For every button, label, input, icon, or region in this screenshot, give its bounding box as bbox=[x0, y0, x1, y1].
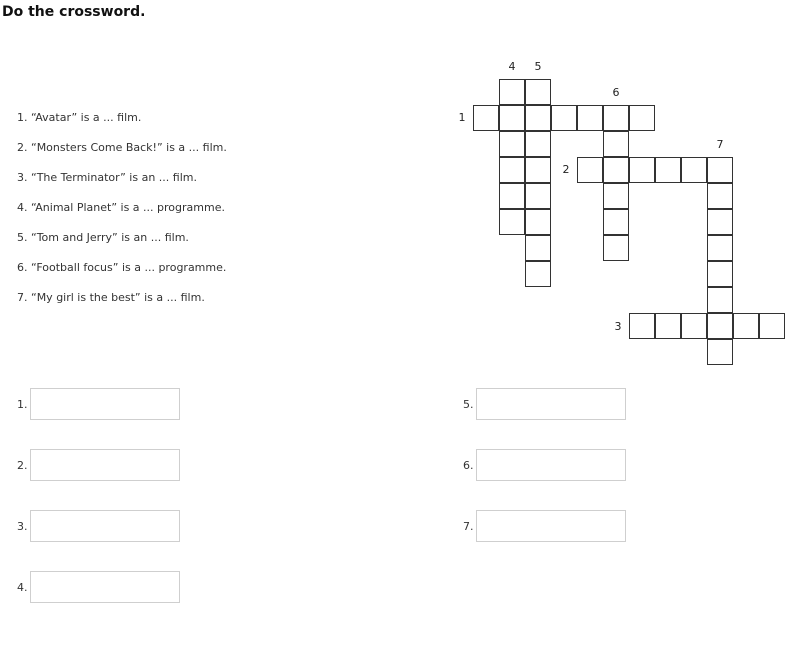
grid-cell[interactable] bbox=[525, 235, 551, 261]
answer-input-3[interactable] bbox=[30, 510, 180, 542]
grid-cell[interactable] bbox=[525, 79, 551, 105]
grid-cell[interactable] bbox=[629, 157, 655, 183]
grid-cell[interactable] bbox=[499, 105, 525, 131]
grid-cell[interactable] bbox=[525, 209, 551, 235]
grid-cell[interactable] bbox=[655, 157, 681, 183]
clue-list bbox=[17, 110, 227, 320]
word-number-3: 3 bbox=[614, 320, 622, 333]
grid-cell[interactable] bbox=[707, 261, 733, 287]
grid-cell[interactable] bbox=[629, 313, 655, 339]
answer-label-2: 2. bbox=[17, 459, 28, 472]
grid-cell[interactable] bbox=[603, 131, 629, 157]
grid-cell[interactable] bbox=[629, 105, 655, 131]
grid-cell[interactable] bbox=[499, 183, 525, 209]
grid-cell[interactable] bbox=[707, 235, 733, 261]
grid-cell[interactable] bbox=[499, 209, 525, 235]
grid-cell[interactable] bbox=[707, 313, 733, 339]
answer-label-4: 4. bbox=[17, 581, 28, 594]
clue-5: 5. “Tom and Jerry” is an ... film. bbox=[17, 231, 189, 244]
word-number-2: 2 bbox=[562, 163, 570, 176]
grid-cell[interactable] bbox=[733, 313, 759, 339]
answer-input-5[interactable] bbox=[476, 388, 626, 420]
word-number-6: 6 bbox=[612, 86, 620, 99]
grid-cell[interactable] bbox=[499, 131, 525, 157]
grid-cell[interactable] bbox=[707, 339, 733, 365]
answer-input-7[interactable] bbox=[476, 510, 626, 542]
grid-cell[interactable] bbox=[707, 209, 733, 235]
grid-cell[interactable] bbox=[577, 157, 603, 183]
clue-4: 4. “Animal Planet” is a ... programme. bbox=[17, 201, 225, 214]
answer-label-3: 3. bbox=[17, 520, 28, 533]
word-number-5: 5 bbox=[534, 60, 542, 73]
answer-input-6[interactable] bbox=[476, 449, 626, 481]
clue-2: 2. “Monsters Come Back!” is a ... film. bbox=[17, 141, 227, 154]
answer-input-1[interactable] bbox=[30, 388, 180, 420]
grid-cell[interactable] bbox=[551, 105, 577, 131]
clue-3: 3. “The Terminator” is an ... film. bbox=[17, 171, 197, 184]
grid-cell[interactable] bbox=[603, 209, 629, 235]
grid-cell[interactable] bbox=[473, 105, 499, 131]
grid-cell[interactable] bbox=[759, 313, 785, 339]
grid-cell[interactable] bbox=[707, 183, 733, 209]
clue-6: 6. “Football focus” is a ... programme. bbox=[17, 261, 227, 274]
grid-cell[interactable] bbox=[525, 105, 551, 131]
word-number-7: 7 bbox=[716, 138, 724, 151]
clue-7: 7. “My girl is the best” is a ... film. bbox=[17, 291, 205, 304]
grid-cell[interactable] bbox=[577, 105, 603, 131]
grid-cell[interactable] bbox=[525, 157, 551, 183]
grid-cell[interactable] bbox=[603, 183, 629, 209]
grid-cell[interactable] bbox=[525, 183, 551, 209]
grid-cell[interactable] bbox=[603, 105, 629, 131]
answer-input-4[interactable] bbox=[30, 571, 180, 603]
clue-1: 1. “Avatar” is a ... film. bbox=[17, 111, 142, 124]
grid-cell[interactable] bbox=[655, 313, 681, 339]
answer-label-7: 7. bbox=[463, 520, 474, 533]
grid-cell[interactable] bbox=[681, 313, 707, 339]
answer-input-2[interactable] bbox=[30, 449, 180, 481]
grid-cell[interactable] bbox=[525, 261, 551, 287]
grid-cell[interactable] bbox=[603, 235, 629, 261]
grid-cell[interactable] bbox=[681, 157, 707, 183]
answer-label-6: 6. bbox=[463, 459, 474, 472]
answer-label-1: 1. bbox=[17, 398, 28, 411]
grid-cell[interactable] bbox=[603, 157, 629, 183]
answer-label-5: 5. bbox=[463, 398, 474, 411]
grid-cell[interactable] bbox=[499, 79, 525, 105]
page-title: Do the crossword. bbox=[2, 4, 146, 20]
grid-cell[interactable] bbox=[499, 157, 525, 183]
grid-cell[interactable] bbox=[707, 287, 733, 313]
word-number-1: 1 bbox=[458, 111, 466, 124]
grid-cell[interactable] bbox=[707, 157, 733, 183]
grid-cell[interactable] bbox=[525, 131, 551, 157]
word-number-4: 4 bbox=[508, 60, 516, 73]
